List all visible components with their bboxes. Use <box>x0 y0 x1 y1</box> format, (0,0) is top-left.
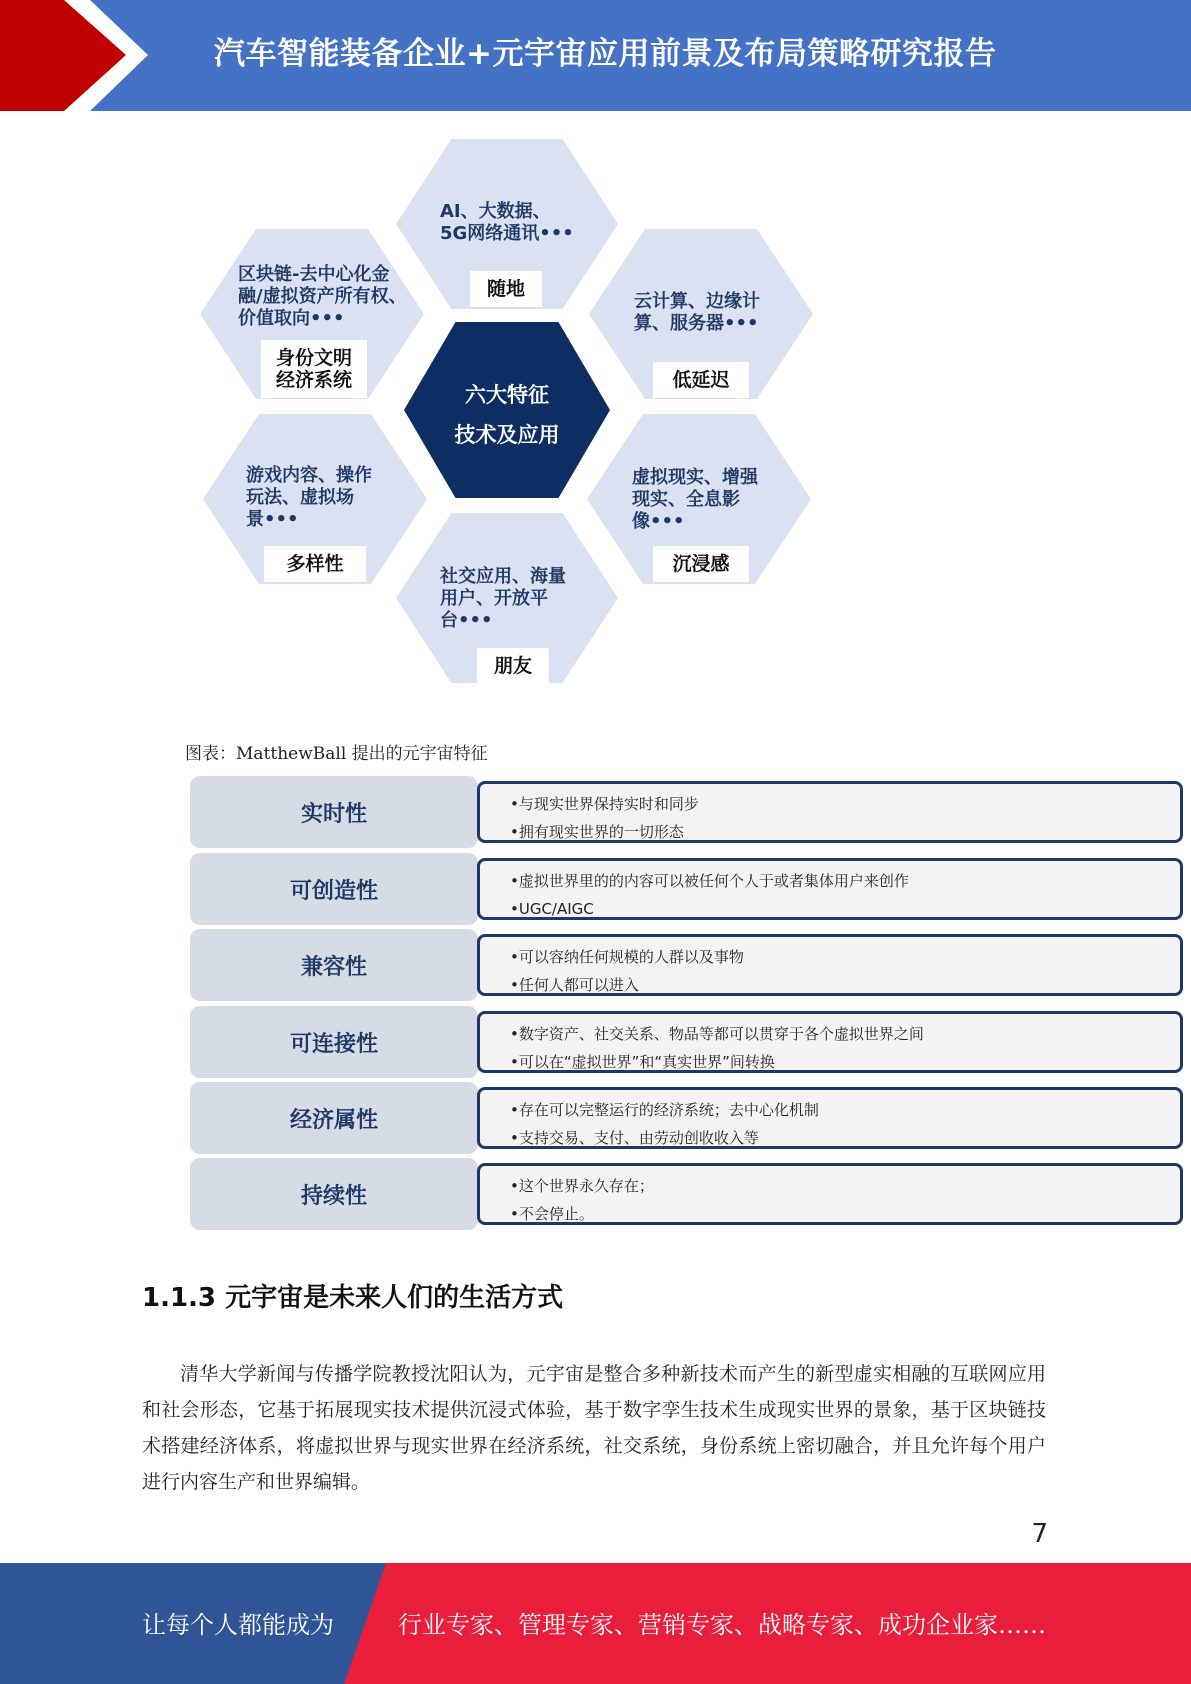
feature-name: 实时性 <box>190 776 478 848</box>
feature-name: 持续性 <box>190 1158 478 1230</box>
hex-description: 社交应用、海量 用户、开放平 台••• <box>440 566 566 631</box>
hex-description: 虚拟现实、增强 现实、全息影 像••• <box>632 467 758 532</box>
feature-name: 可连接性 <box>190 1006 478 1078</box>
feature-row <box>190 776 992 848</box>
feature-point: •任何人都可以进入 <box>510 976 639 994</box>
hex-label: 身份文明 经济系统 <box>261 340 367 398</box>
hex-description: 云计算、边缘计 算、服务器••• <box>634 291 760 334</box>
feature-point: •拥有现实世界的一切形态 <box>510 823 684 841</box>
report-title: 汽车智能装备企业+元宇宙应用前景及布局策略研究报告 <box>214 36 997 72</box>
feature-point: •可以在“虚拟世界”和“真实世界”间转换 <box>510 1053 775 1071</box>
feature-point: •UGC/AIGC <box>510 900 594 918</box>
feature-point: •这个世界永久存在； <box>510 1177 654 1195</box>
feature-row <box>190 929 992 1001</box>
feature-row <box>190 1006 992 1078</box>
feature-description <box>477 781 1183 843</box>
hex-label: 低延迟 <box>653 362 749 398</box>
feature-point: •可以容纳任何规模的人群以及事物 <box>510 948 744 966</box>
feature-name: 经济属性 <box>190 1082 478 1154</box>
feature-point: •数字资产、社交关系、物品等都可以贯穿于各个虚拟世界之间 <box>510 1025 924 1043</box>
feature-row <box>190 1082 992 1154</box>
feature-point: •不会停止。 <box>510 1205 594 1223</box>
hex-description: AI、大数据、 5G网络通讯••• <box>440 201 574 244</box>
feature-row <box>190 1158 992 1230</box>
hex-label: 随地 <box>470 271 542 307</box>
figure-caption: 图表：MatthewBall 提出的元宇宙特征 <box>185 744 488 764</box>
feature-description <box>477 858 1183 920</box>
feature-point: •支持交易、支付、由劳动创收收入等 <box>510 1129 759 1147</box>
feature-point: •虚拟世界里的的内容可以被任何个人于或者集体用户来创作 <box>510 872 909 890</box>
page-header <box>0 0 1191 111</box>
feature-description <box>477 1011 1183 1073</box>
center-title-line2: 技术及应用 <box>454 423 560 447</box>
center-title-line1: 六大特征 <box>465 383 549 407</box>
feature-description <box>477 934 1183 996</box>
hex-description: 游戏内容、操作 玩法、虚拟场 景••• <box>246 465 372 530</box>
feature-description <box>477 1163 1183 1225</box>
page-number: 7 <box>1031 1519 1048 1549</box>
body-paragraph: 清华大学新闻与传播学院教授沈阳认为，元宇宙是整合多种新技术而产生的新型虚实相融的互联网应用和社会形态，它基于拓展现实技术提供沉浸式体验，基于数字孪生技术生成现实世界的景象，基于区块链技术搭建经济体系，将虚拟世界与现实世界在经济系统，社交系统，身份系统上密切融合，并且允许每个用户进行内容生产和世界编辑。 <box>142 1363 1046 1493</box>
hex-description: 区块链-去中心化金 融/虚拟资产所有权、 价值取向••• <box>238 264 407 329</box>
feature-point: •存在可以完整运行的经济系统；去中心化机制 <box>510 1101 819 1119</box>
footer-slogan-right: 行业专家、管理专家、营销专家、战略专家、成功企业家…… <box>398 1611 1046 1639</box>
section-heading: 1.1.3 元宇宙是未来人们的生活方式 <box>142 1283 564 1313</box>
hex-label: 朋友 <box>477 648 549 684</box>
feature-row <box>190 853 992 925</box>
feature-name: 兼容性 <box>190 929 478 1001</box>
feature-point: •与现实世界保持实时和同步 <box>510 795 699 813</box>
footer-slogan-left: 让每个人都能成为 <box>142 1611 334 1639</box>
feature-description <box>477 1087 1183 1149</box>
hex-label: 多样性 <box>264 546 366 582</box>
hex-label: 沉浸感 <box>653 546 749 582</box>
page-footer <box>0 1563 1191 1684</box>
feature-name: 可创造性 <box>190 853 478 925</box>
